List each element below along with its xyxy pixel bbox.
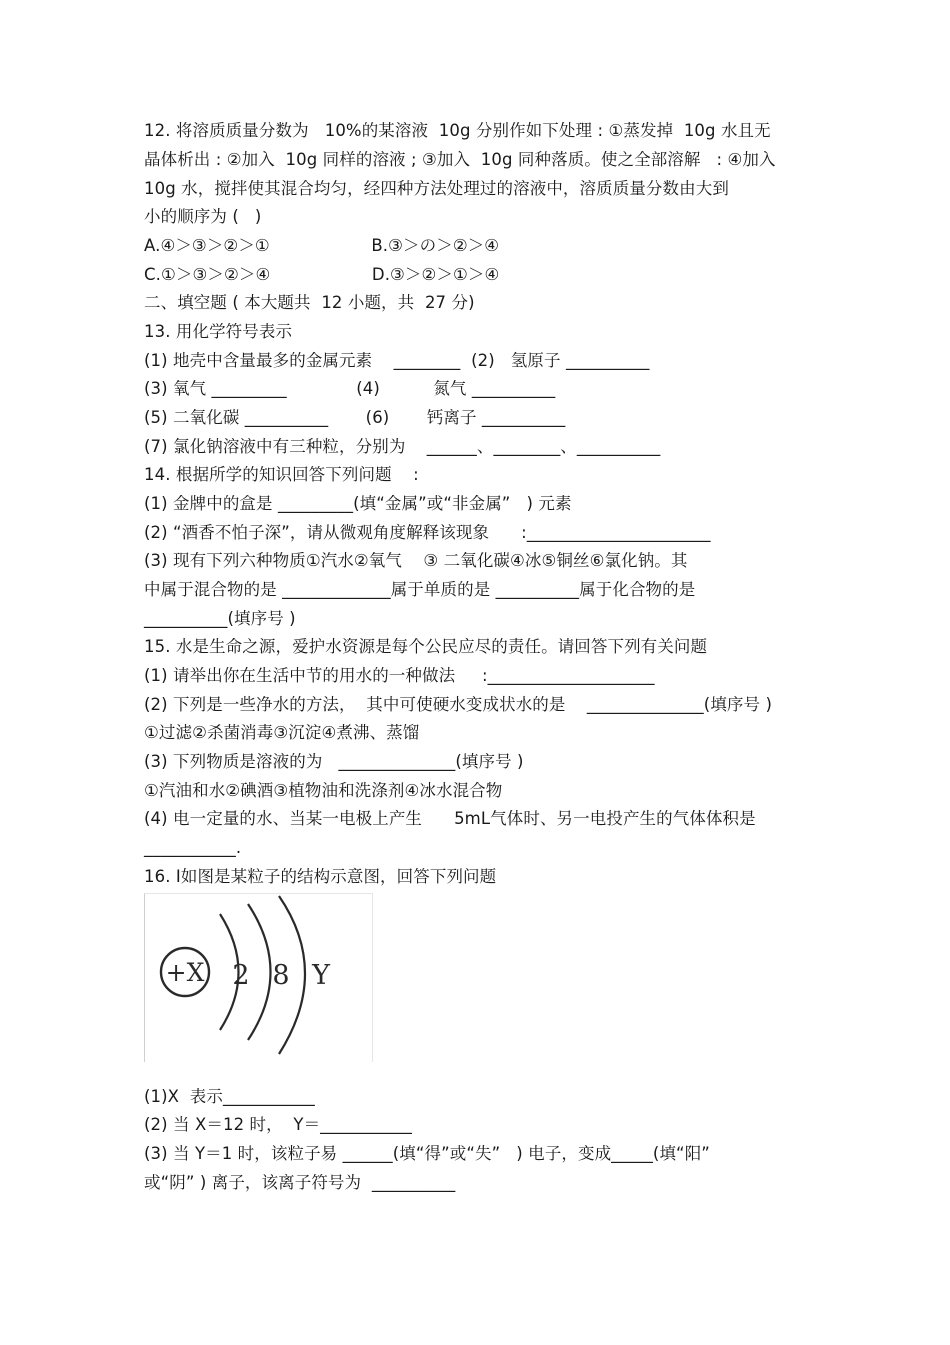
q14-item-3-end: __________(填序号 ) xyxy=(144,609,296,628)
q15-item-3-options: ①汽油和水②碘酒③植物油和洗涤剂④冰水混合物 xyxy=(144,781,503,800)
q12-options-cd: C.①＞③＞②＞④ D.③＞②＞①＞④ xyxy=(144,265,500,284)
q15-item-2: (2) 下列是一些净水的方法， 其中可使硬水变成状水的是 ______________(填序号 ) xyxy=(144,695,773,714)
q15-title: 15. 水是生命之源，爱护水资源是每个公民应尽的责任。请回答下列有关问题 xyxy=(144,637,708,656)
atom-diagram-svg xyxy=(145,894,372,1062)
q16-item-3-cont: 或“阴” ) 离子，该离子符号为 __________ xyxy=(144,1173,456,1192)
q13-item-7: (7) 氯化钠溶液中有三种粒，分别为 ______、________、__________ xyxy=(144,437,661,456)
shell-2-electrons: 8 xyxy=(272,960,290,991)
q12-line-1: 12. 将溶质质量分数为 10%的某溶液 10g 分别作如下处理 : ①蒸发掉 10g 水且无 xyxy=(144,121,771,140)
q15-item-3: (3) 下列物质是溶液的为 ______________(填序号 ) xyxy=(144,752,524,771)
q16-title: 16. Ⅰ如图是某粒子的结构示意图，回答下列问题 xyxy=(144,867,497,886)
q14-item-2: (2) “酒香不怕子深”，请从微观角度解释该现象 :______________________ xyxy=(144,523,711,542)
q12-line-4: 小的顺序为 ( ) xyxy=(144,207,262,226)
particle-structure-diagram xyxy=(144,893,373,1062)
q13-item-5-6: (5) 二氧化碳 __________ (6) 钙离子 __________ xyxy=(144,408,566,427)
q13-item-3-4: (3) 氧气 _________ (4) 氮气 __________ xyxy=(144,379,556,398)
nucleus-label: +X xyxy=(165,958,205,987)
electron-shell-2 xyxy=(248,904,271,1040)
q15-item-2-options: ①过滤②杀菌消毒③沉淀④煮沸、蒸馏 xyxy=(144,723,420,742)
section-heading-fill-in: 二、填空题 ( 本大题共 12 小题，共 27 分) xyxy=(144,293,475,312)
q15-item-4: (4) 电一定量的水、当某一电极上产生 5mL气体时、另一电投产生的气体体积是 xyxy=(144,809,756,828)
shell-1-electrons: 2 xyxy=(232,960,250,991)
q14-item-1: (1) 金牌中的盒是 _________(填“金属”或“非金属” ) 元素 xyxy=(144,494,572,513)
q15-item-4-blank: ___________. xyxy=(144,838,242,857)
q16-item-3: (3) 当 Y＝1 时，该粒子易 ______(填“得”或“失” ) 电子，变成_____(填“阳” xyxy=(144,1144,710,1163)
q16-item-1: (1)X 表示___________ xyxy=(144,1087,315,1106)
shell-3-electrons: Y xyxy=(312,960,330,991)
q15-item-1: (1) 请举出你在生活中节的用水的一种做法 :____________________ xyxy=(144,666,655,685)
q16-item-2: (2) 当 X＝12 时， Y＝___________ xyxy=(144,1115,413,1134)
q13-title: 13. 用化学符号表示 xyxy=(144,322,293,341)
q14-item-3: (3) 现有下列六种物质①汽水②氧气 ③ 二氧化碳④冰⑤铜丝⑥氯化钠。其 xyxy=(144,551,688,570)
q12-line-2: 晶体析出 : ②加入 10g 同样的溶液 ; ③加入 10g 同种落质。使之全部溶解 : ④加入 xyxy=(144,150,776,169)
q13-item-1-2: (1) 地壳中含量最多的金属元素 ________ (2) 氢原子 __________ xyxy=(144,351,650,370)
q14-item-3-cont: 中属于混合物的是 _____________属于单质的是 __________属于化合物的是 xyxy=(144,580,696,599)
q14-title: 14. 根据所学的知识回答下列问题 : xyxy=(144,465,419,484)
q12-line-3: 10g 水，搅拌使其混合均匀，经四种方法处理过的溶液中，溶质质量分数由大到 xyxy=(144,179,729,198)
q12-options-ab: A.④＞③＞②＞① B.③＞の＞②＞④ xyxy=(144,236,500,255)
